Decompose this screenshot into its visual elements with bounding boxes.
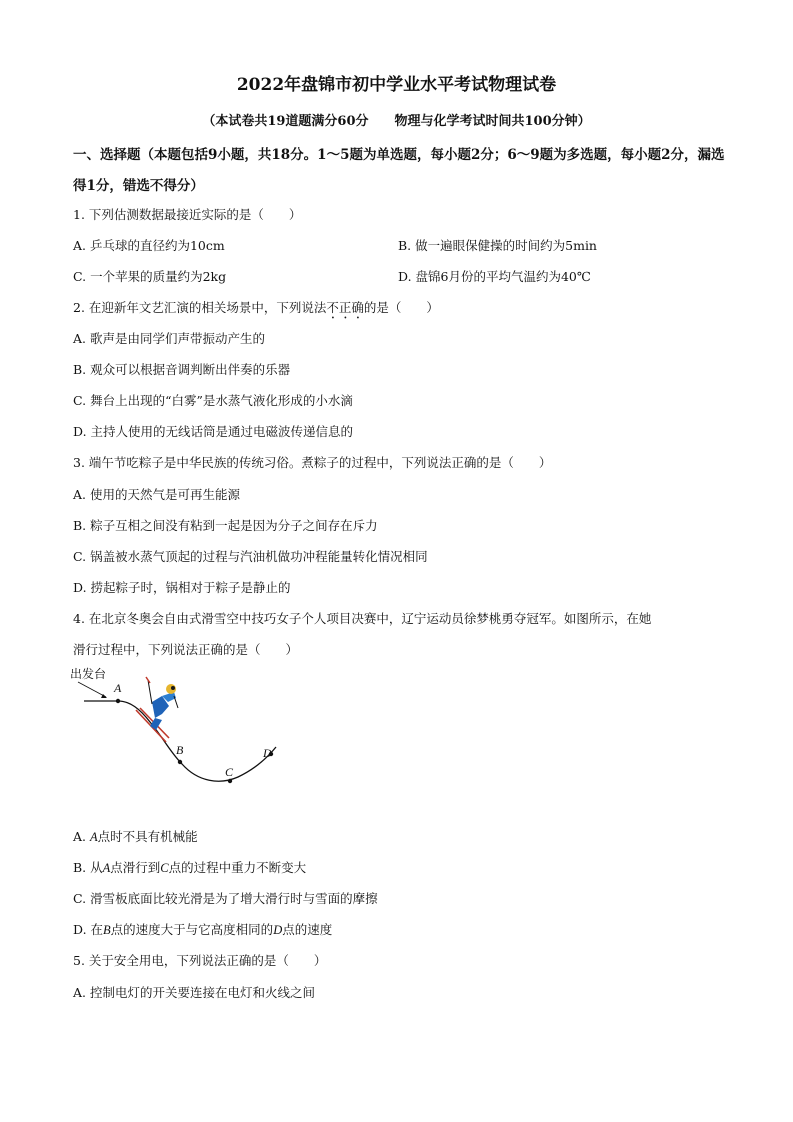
q2-option-a: A. 歌声是由同学们声带振动产生的 [73, 331, 265, 346]
q4-a-variable: A [89, 830, 98, 844]
q2-stem-post: 的是（ ） [363, 300, 439, 315]
ski-slope-figure [70, 664, 290, 794]
q4-d-mid: 点的速度大于与它高度相同的 [110, 922, 274, 937]
platform-label: 出发台 [70, 667, 107, 681]
q2-stem [73, 298, 439, 322]
q4-option-a [73, 827, 198, 845]
q4-a-rest: 点时不具有机械能 [97, 829, 198, 844]
point-c-dot [228, 779, 232, 783]
q4-b-rest: 点的过程中重力不断变大 [168, 860, 307, 875]
q2-stem-emphasis: 不正确 [326, 300, 364, 315]
section-heading: 一、选择题（本题包括9小题，共18分。1～5题为单选题，每小题2分；6～9题为多选题，每小题2分，漏选得1分，错选不得分） [73, 147, 725, 194]
q4-d-rest: 点的速度 [282, 922, 333, 937]
q5-option-a: A. 控制电灯的开关要连接在电灯和火线之间 [73, 985, 315, 1000]
q2-option-d: D. 主持人使用的无线话筒是通过电磁波传递信息的 [73, 424, 354, 439]
slope-curve [118, 701, 276, 781]
skier-icon [136, 677, 178, 742]
q3-stem: 3. 端午节吃粽子是中华民族的传统习俗。煮粽子的过程中，下列说法正确的是（ ） [73, 455, 552, 470]
q3-option-d: D. 捞起粽子时，锅相对于粽子是静止的 [73, 580, 291, 595]
q2-option-b: B. 观众可以根据音调判断出伴奏的乐器 [73, 362, 291, 377]
q4-b-variable-1: A [102, 861, 111, 875]
exam-title: 2022年盘锦市初中学业水平考试物理试卷 [236, 75, 557, 95]
q3-option-a: A. 使用的天然气是可再生能源 [73, 487, 240, 502]
point-b-label: B [176, 743, 184, 757]
point-b-dot [178, 760, 182, 764]
q3-option-b: B. 粽子互相之间没有粘到一起是因为分子之间存在斥力 [73, 518, 378, 533]
q4-d-variable-2: D [273, 923, 283, 937]
q4-stem-line2: 滑行过程中，下列说法正确的是（ ） [73, 642, 299, 657]
q5-stem: 5. 关于安全用电，下列说法正确的是（ ） [73, 953, 327, 968]
q2-option-c: C. 舞台上出现的“白雾”是水蒸气液化形成的小水滴 [73, 393, 353, 408]
q4-option-c: C. 滑雪板底面比较光滑是为了增大滑行时与雪面的摩擦 [73, 891, 378, 906]
q4-a-prefix: A. [73, 829, 90, 844]
q4-d-prefix: D. 在 [73, 922, 104, 937]
q4-b-mid: 点滑行到 [110, 860, 161, 875]
q1-option-a: A. 乒乓球的直径约为10cm [73, 238, 225, 253]
q4-option-d [73, 920, 332, 938]
q4-b-prefix: B. 从 [73, 860, 103, 875]
point-a-label: A [114, 681, 122, 695]
point-d-label: D [263, 746, 272, 760]
point-a-dot [116, 699, 120, 703]
q1-stem: 1. 下列估测数据最接近实际的是（ ） [73, 207, 302, 222]
q3-option-c: C. 锅盖被水蒸气顶起的过程与汽油机做功冲程能量转化情况相同 [73, 549, 428, 564]
point-c-label: C [225, 765, 234, 779]
q4-b-variable-2: C [160, 861, 169, 875]
q1-option-c: C. 一个苹果的质量约为2kg [73, 269, 227, 284]
q1-option-b: B. 做一遍眼保健操的时间约为5min [398, 238, 597, 253]
exam-subtitle: （本试卷共19道题满分60分 物理与化学考试时间共100分钟） [202, 114, 591, 129]
q2-stem-pre: 2. 在迎新年文艺汇演的相关场景中，下列说法 [73, 300, 327, 315]
q4-d-variable-1: B [103, 923, 111, 937]
q1-option-d: D. 盘锦6月份的平均气温约为40℃ [398, 269, 591, 284]
q4-stem-line1: 4. 在北京冬奥会自由式滑雪空中技巧女子个人项目决赛中，辽宁运动员徐梦桃勇夺冠军。如图所示，在她 [73, 611, 652, 626]
q4-option-b [73, 858, 306, 876]
